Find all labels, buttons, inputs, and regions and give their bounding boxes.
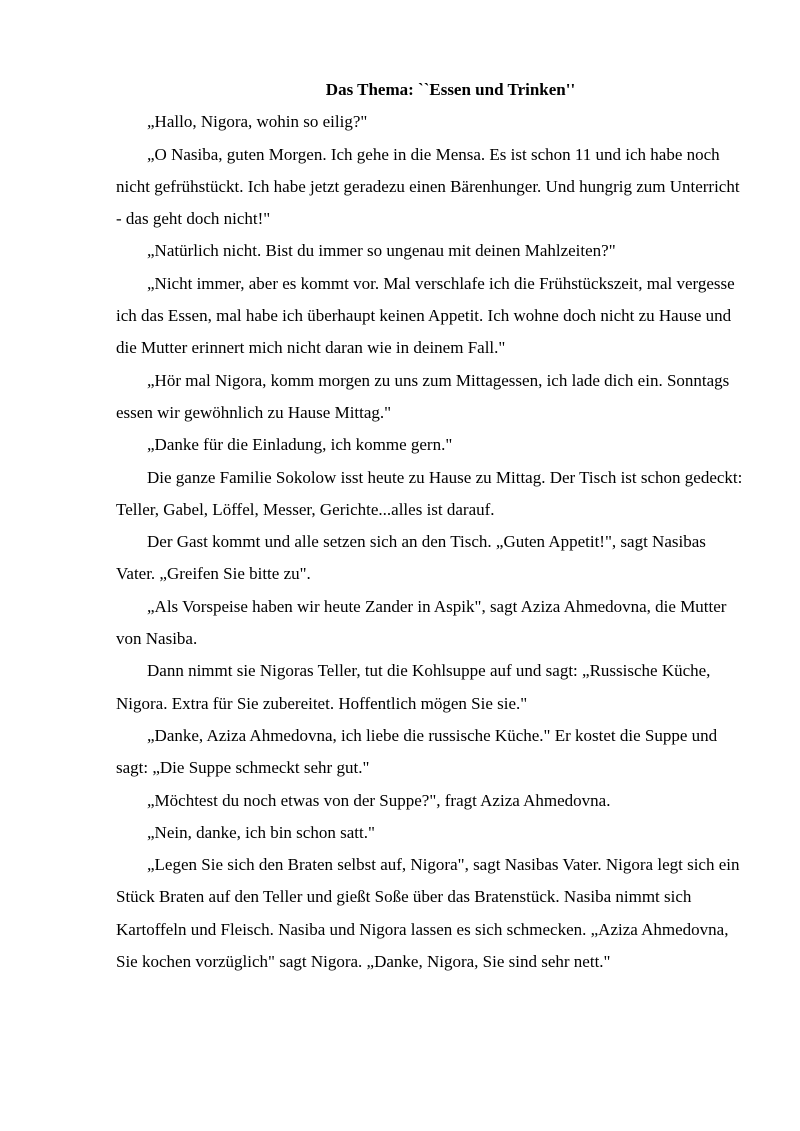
paragraph: Dann nimmt sie Nigoras Teller, tut die Kohlsuppe auf und sagt: „Russische Küche, Nigora. Extra für Sie zubereitet. Hoffentlich mögen Sie sie." (116, 661, 711, 713)
paragraph: „Legen Sie sich den Braten selbst auf, Nigora", sagt Nasibas Vater. Nigora legt sich ein Stück Braten auf den Teller und gießt Soße über das Bratenstück. Nasiba nimmt sich Kartoffeln und Fleisch. Nasiba und Nigora lassen es sich schmecken. „Aziza Ahmedovna, Sie kochen vorzüglich" sagt Nigora. „Danke, Nigora, Sie sind sehr nett." (116, 855, 740, 972)
paragraph: Der Gast kommt und alle setzen sich an den Tisch. „Guten Appetit!", sagt Nasibas Vater. „Greifen Sie bitte zu". (116, 532, 706, 584)
paragraph: „Nicht immer, aber es kommt vor. Mal verschlafe ich die Frühstückszeit, mal vergesse ich das Essen, mal habe ich überhaupt keinen Appetit. Ich wohne doch nicht zu Hause und die Mutter erinnert mich nicht daran wie in deinem Fall." (116, 273, 735, 358)
paragraph: „Hallo, Nigora, wohin so eilig?" (147, 112, 368, 132)
document-body (116, 74, 748, 978)
paragraph: „O Nasiba, guten Morgen. Ich gehe in die Mensa. Es ist schon 11 und ich habe noch nicht gefrühstückt. Ich habe jetzt geradezu einen Bärenhunger. Und hungrig zum Unterricht - das geht doch nicht!" (116, 144, 740, 229)
document-title: Das Thema: ``Essen und Trinken'' (325, 80, 576, 99)
paragraph: „Danke für die Einladung, ich komme gern." (147, 435, 453, 455)
paragraph: „Nein, danke, ich bin schon satt." (147, 822, 375, 842)
paragraph: „Hör mal Nigora, komm morgen zu uns zum Mittagessen, ich lade dich ein. Sonntags essen wir gewöhnlich zu Hause Mittag." (116, 370, 730, 422)
paragraph: „Natürlich nicht. Bist du immer so ungenau mit deinen Mahlzeiten?" (147, 241, 616, 261)
paragraph: „Möchtest du noch etwas von der Suppe?", fragt Aziza Ahmedovna. (147, 790, 611, 810)
paragraph: Die ganze Familie Sokolow isst heute zu Hause zu Mittag. Der Tisch ist schon gedeckt: Teller, Gabel, Löffel, Messer, Gerichte...alles ist darauf. (116, 467, 743, 519)
paragraph: „Danke, Aziza Ahmedovna, ich liebe die russische Küche." Er kostet die Suppe und sagt: „Die Suppe schmeckt sehr gut." (116, 725, 718, 778)
paragraph: „Als Vorspeise haben wir heute Zander in Aspik", sagt Aziza Ahmedovna, die Mutter von Nasiba. (116, 596, 727, 649)
